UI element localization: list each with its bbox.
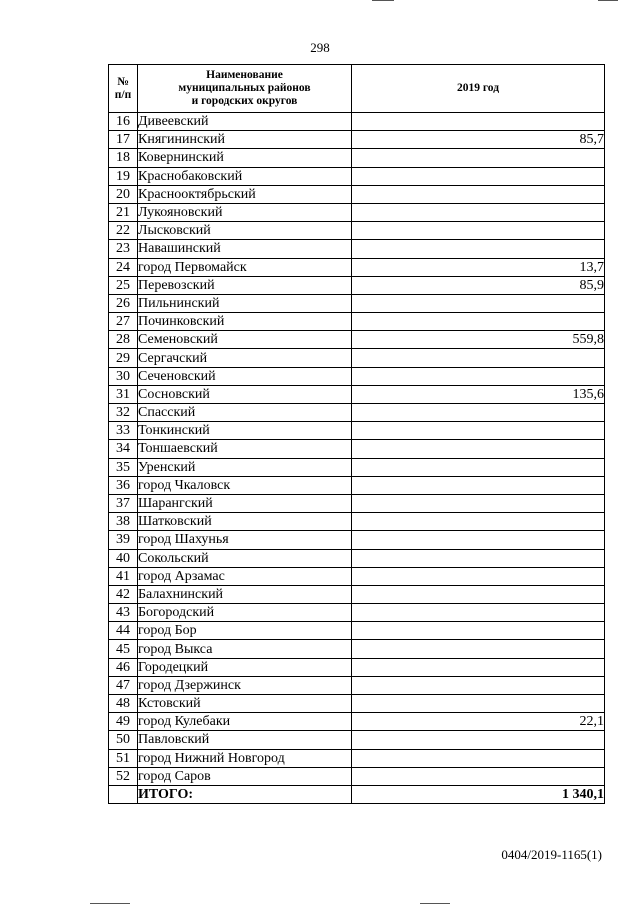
row-number: 47 (109, 676, 138, 694)
scan-artifact (598, 0, 618, 1)
row-name: Дивеевский (138, 113, 352, 131)
row-name: город Арзамас (138, 567, 352, 585)
table-row (109, 622, 605, 640)
table-row (109, 549, 605, 567)
header-number: № п/п (109, 65, 138, 113)
row-value (352, 567, 605, 585)
table-row (109, 749, 605, 767)
total-row (109, 785, 605, 803)
row-value (352, 731, 605, 749)
row-name: Сергачский (138, 349, 352, 367)
table-row (109, 422, 605, 440)
row-name: Городецкий (138, 658, 352, 676)
row-value (352, 513, 605, 531)
table-row (109, 513, 605, 531)
scan-artifact (420, 903, 450, 904)
row-name: Богородский (138, 604, 352, 622)
row-number: 36 (109, 476, 138, 494)
row-number: 27 (109, 313, 138, 331)
row-name: Лысковский (138, 222, 352, 240)
row-number: 34 (109, 440, 138, 458)
row-value (352, 531, 605, 549)
row-number: 42 (109, 585, 138, 603)
row-name: город Нижний Новгород (138, 749, 352, 767)
row-number: 25 (109, 276, 138, 294)
table-row (109, 695, 605, 713)
table-row (109, 494, 605, 512)
header-value: 2019 год (352, 65, 605, 113)
row-name: Сокольский (138, 549, 352, 567)
row-name: Павловский (138, 731, 352, 749)
row-name: город Шахунья (138, 531, 352, 549)
row-number: 40 (109, 549, 138, 567)
table-row (109, 658, 605, 676)
row-value: 22,1 (352, 713, 605, 731)
row-value (352, 658, 605, 676)
header-name: Наименование муниципальных районов и городских округов (138, 65, 352, 113)
row-value (352, 476, 605, 494)
scan-artifact (90, 903, 130, 904)
row-value (352, 240, 605, 258)
row-number: 30 (109, 367, 138, 385)
row-value (352, 622, 605, 640)
row-name: Краснобаковский (138, 167, 352, 185)
page-number: 298 (310, 40, 330, 55)
row-name: Семеновский (138, 331, 352, 349)
row-number: 23 (109, 240, 138, 258)
table-row (109, 585, 605, 603)
row-name: город Первомайск (138, 258, 352, 276)
row-value (352, 676, 605, 694)
row-value: 559,8 (352, 331, 605, 349)
row-number: 48 (109, 695, 138, 713)
row-value (352, 640, 605, 658)
row-value (352, 404, 605, 422)
row-name: город Дзержинск (138, 676, 352, 694)
table-row (109, 604, 605, 622)
row-name: Тонкинский (138, 422, 352, 440)
row-name: Кстовский (138, 695, 352, 713)
row-number: 38 (109, 513, 138, 531)
table-row (109, 458, 605, 476)
row-value (352, 203, 605, 221)
row-number: 16 (109, 113, 138, 131)
table-row (109, 149, 605, 167)
total-number (109, 785, 138, 803)
table-row (109, 713, 605, 731)
row-value (352, 494, 605, 512)
row-name: город Чкаловск (138, 476, 352, 494)
row-number: 18 (109, 149, 138, 167)
row-number: 26 (109, 294, 138, 312)
table-row (109, 640, 605, 658)
row-value (352, 222, 605, 240)
row-name: Спасский (138, 404, 352, 422)
row-number: 19 (109, 167, 138, 185)
table-row (109, 240, 605, 258)
row-name: Сосновский (138, 385, 352, 403)
row-value (352, 149, 605, 167)
row-value: 135,6 (352, 385, 605, 403)
table-row (109, 313, 605, 331)
row-number: 21 (109, 203, 138, 221)
row-number: 49 (109, 713, 138, 731)
table-row (109, 440, 605, 458)
row-value (352, 185, 605, 203)
row-name: Сеченовский (138, 367, 352, 385)
row-number: 50 (109, 731, 138, 749)
row-number: 35 (109, 458, 138, 476)
row-value (352, 604, 605, 622)
table-row (109, 531, 605, 549)
row-name: Шатковский (138, 513, 352, 531)
table-row (109, 367, 605, 385)
row-number: 24 (109, 258, 138, 276)
row-number: 43 (109, 604, 138, 622)
row-name: Шарангский (138, 494, 352, 512)
row-number: 51 (109, 749, 138, 767)
table-row (109, 767, 605, 785)
row-number: 22 (109, 222, 138, 240)
total-label: ИТОГО: (138, 785, 352, 803)
row-number: 31 (109, 385, 138, 403)
row-number: 33 (109, 422, 138, 440)
row-value (352, 749, 605, 767)
row-name: город Кулебаки (138, 713, 352, 731)
row-value: 13,7 (352, 258, 605, 276)
row-value (352, 167, 605, 185)
table-row (109, 167, 605, 185)
row-number: 46 (109, 658, 138, 676)
row-value (352, 313, 605, 331)
table-row (109, 294, 605, 312)
row-name: город Выкса (138, 640, 352, 658)
row-value (352, 458, 605, 476)
table-row (109, 567, 605, 585)
row-value (352, 422, 605, 440)
row-name: Уренский (138, 458, 352, 476)
row-number: 28 (109, 331, 138, 349)
row-value: 85,7 (352, 131, 605, 149)
row-name: город Саров (138, 767, 352, 785)
document-code: 0404/2019-1165(1) (501, 847, 602, 862)
row-name: Пильнинский (138, 294, 352, 312)
row-number: 37 (109, 494, 138, 512)
table-row (109, 404, 605, 422)
row-name: Лукояновский (138, 203, 352, 221)
table-row (109, 385, 605, 403)
table-row (109, 676, 605, 694)
row-name: Ковернинский (138, 149, 352, 167)
table-row (109, 131, 605, 149)
row-value (352, 767, 605, 785)
row-name: город Бор (138, 622, 352, 640)
row-number: 39 (109, 531, 138, 549)
table-row (109, 185, 605, 203)
row-name: Краснооктябрьский (138, 185, 352, 203)
scan-artifact (372, 0, 394, 1)
table-row (109, 203, 605, 221)
row-number: 52 (109, 767, 138, 785)
table-row (109, 731, 605, 749)
municipal-table (108, 64, 605, 804)
row-value (352, 294, 605, 312)
row-value (352, 349, 605, 367)
row-value (352, 695, 605, 713)
row-name: Княгининский (138, 131, 352, 149)
row-number: 20 (109, 185, 138, 203)
row-value (352, 549, 605, 567)
table-header-row (109, 65, 605, 113)
row-number: 29 (109, 349, 138, 367)
total-value: 1 340,1 (352, 785, 605, 803)
row-name: Перевозский (138, 276, 352, 294)
row-value (352, 113, 605, 131)
row-name: Балахнинский (138, 585, 352, 603)
table-row (109, 276, 605, 294)
table-row (109, 476, 605, 494)
table-row (109, 113, 605, 131)
row-value (352, 585, 605, 603)
row-name: Починковский (138, 313, 352, 331)
table-row (109, 331, 605, 349)
row-number: 45 (109, 640, 138, 658)
table-row (109, 349, 605, 367)
row-number: 41 (109, 567, 138, 585)
row-value (352, 440, 605, 458)
row-number: 17 (109, 131, 138, 149)
row-value (352, 367, 605, 385)
row-number: 44 (109, 622, 138, 640)
table-row (109, 222, 605, 240)
row-name: Навашинский (138, 240, 352, 258)
row-name: Тоншаевский (138, 440, 352, 458)
row-number: 32 (109, 404, 138, 422)
row-value: 85,9 (352, 276, 605, 294)
table-row (109, 258, 605, 276)
